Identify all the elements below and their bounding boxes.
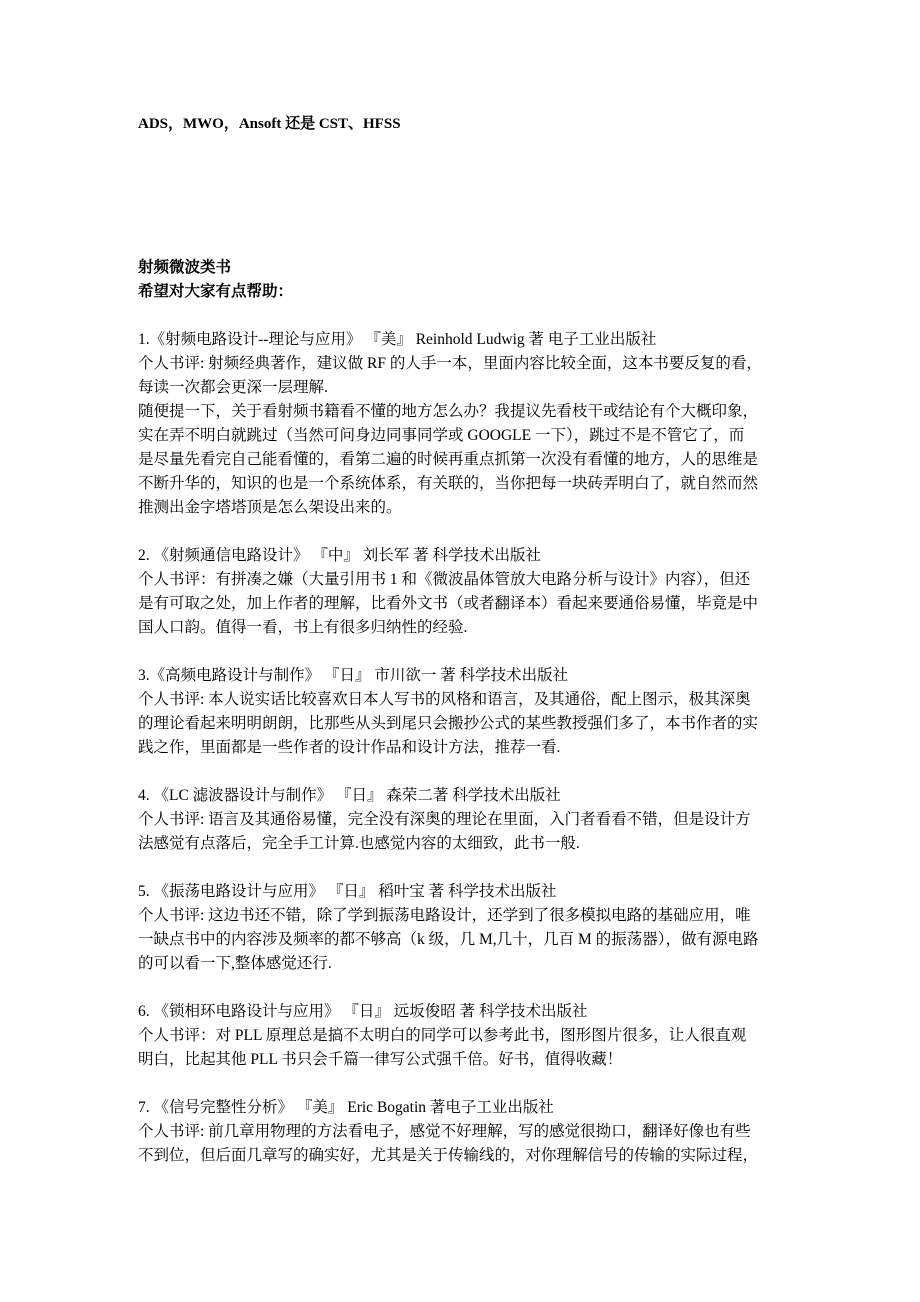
book-entry <box>138 544 818 640</box>
review-line: 个人书评：对 PLL 原理总是搞不太明白的同学可以参考此书，图形图片很多，让人很直观 <box>138 1027 747 1044</box>
document-body <box>138 256 818 1168</box>
book-entry <box>138 880 818 976</box>
review-line: 践之作，里面都是一些作者的设计作品和设计方法，推荐一看. <box>138 739 561 756</box>
section-subtitle: 希望对大家有点帮助： <box>138 283 294 300</box>
review-line: 不到位，但后面几章写的确实好，尤其是关于传输线的，对你理解信号的传输的实际过程， <box>138 1147 759 1164</box>
book-heading: 7. 《信号完整性分析》 『美』 Eric Bogatin 著电子工业出版社 <box>138 1099 554 1116</box>
blank-line <box>138 640 818 664</box>
section-title: 射频微波类书 <box>138 259 232 276</box>
book-heading: 3.《高频电路设计与制作》 『日』 市川欲一 著 科学技术出版社 <box>138 667 569 684</box>
book-heading: 6. 《锁相环电路设计与应用》 『日』 远坂俊昭 著 科学技术出版社 <box>138 1003 588 1020</box>
review-line: 个人书评: 语言及其通俗易懂，完全没有深奥的理论在里面，入门者看看不错，但是设计方 <box>138 811 751 828</box>
review-line: 个人书评: 这边书还不错，除了学到振荡电路设计，还学到了很多模拟电路的基础应用，唯 <box>138 907 751 924</box>
review-line: 每读一次都会更深一层理解. <box>138 379 328 396</box>
blank-line <box>138 856 818 880</box>
review-line: 实在弄不明白就跳过（当然可问身边同事同学或 GOOGLE 一下），跳过不是不管它了，而 <box>138 427 745 444</box>
review-line: 明白，比起其他 PLL 书只会千篇一律写公式强千倍。好书，值得收藏！ <box>138 1051 623 1068</box>
book-entry <box>138 664 818 760</box>
review-line: 一缺点书中的内容涉及频率的都不够高（k 级，几 M,几十，几百 M 的振荡器），做有源电路 <box>138 931 759 948</box>
blank-line <box>138 1072 818 1096</box>
book-heading: 5. 《振荡电路设计与应用》 『日』 稻叶宝 著 科学技术出版社 <box>138 883 557 900</box>
review-line: 个人书评: 本人说实话比较喜欢日本人写书的风格和语言，及其通俗，配上图示，极其深奥 <box>138 691 751 708</box>
review-line: 是尽量先看完自己能看懂的，看第二遍的时候再重点抓第一次没有看懂的地方，人的思维是 <box>138 451 759 468</box>
blank-line <box>138 304 818 328</box>
blank-line <box>138 760 818 784</box>
book-entry <box>138 1000 818 1072</box>
review-line: 个人书评: 射频经典著作，建议做 RF 的人手一本，里面内容比较全面，这本书要反复的看， <box>138 355 762 372</box>
book-heading: 2. 《射频通信电路设计》 『中』 刘长军 著 科学技术出版社 <box>138 547 542 564</box>
review-line: 国人口韵。值得一看，书上有很多归纳性的经验. <box>138 619 468 636</box>
review-line: 是有可取之处，加上作者的理解，比看外文书（或者翻译本）看起来要通俗易懂，毕竟是中 <box>138 595 759 612</box>
review-line: 个人书评: 前几章用物理的方法看电子，感觉不好理解，写的感觉很拗口，翻译好像也有些 <box>138 1123 751 1140</box>
review-line: 推测出金字塔塔顶是怎么架设出来的。 <box>138 499 402 516</box>
book-entry <box>138 784 818 856</box>
blank-line <box>138 976 818 1000</box>
book-heading: 4. 《LC 滤波器设计与制作》 『日』 森荣二著 科学技术出版社 <box>138 787 561 804</box>
review-line: 的理论看起来明明朗朗，比那些从头到尾只会搬抄公式的某些教授强们多了，本书作者的实 <box>138 715 759 732</box>
review-line: 不断升华的，知识的也是一个系统体系，有关联的，当你把每一块砖弄明白了，就自然而然 <box>138 475 759 492</box>
blank-line <box>138 520 818 544</box>
review-line: 个人书评：有拼凑之嫌（大量引用书 1 和《微波晶体管放大电路分析与设计》内容），但还 <box>138 571 751 588</box>
book-entry <box>138 328 818 520</box>
book-entry <box>138 1096 818 1168</box>
review-line: 法感觉有点落后，完全手工计算.也感觉内容的太细致，此书一般. <box>138 835 580 852</box>
book-list <box>138 304 818 1168</box>
document-title: ADS，MWO，Ansoft 还是 CST、HFSS <box>138 116 401 132</box>
review-line: 的可以看一下,整体感觉还行. <box>138 955 332 972</box>
book-heading: 1.《射频电路设计--理论与应用》 『美』 Reinhold Ludwig 著 电子工业出版社 <box>138 331 657 348</box>
review-line: 随便提一下，关于看射频书籍看不懂的地方怎么办？我提议先看枝干或结论有个大概印象， <box>138 403 759 420</box>
